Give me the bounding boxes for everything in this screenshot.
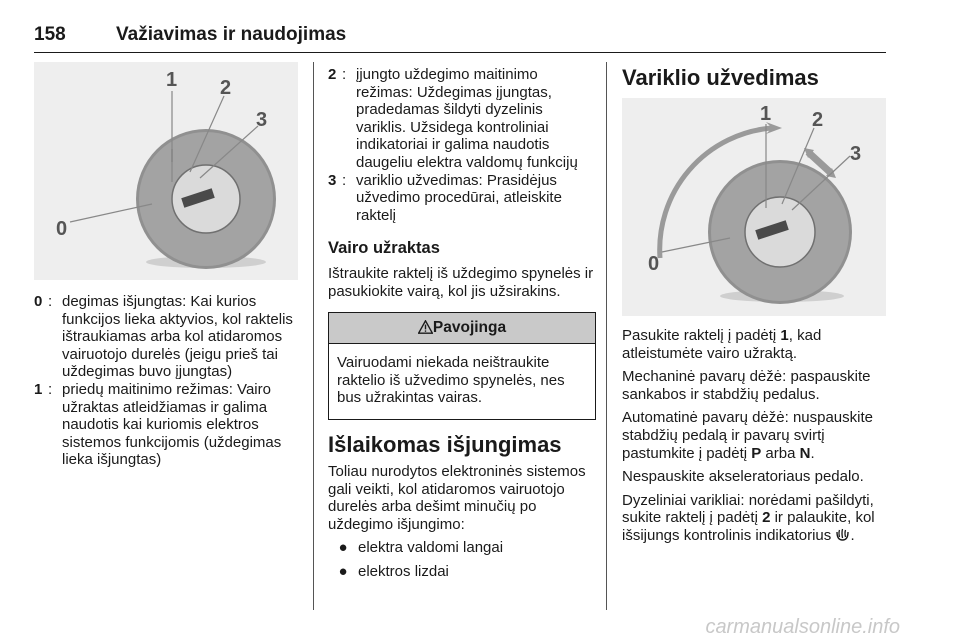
retained-power-heading: Išlaikomas išjungimas: [328, 431, 562, 457]
column-1: [34, 293, 298, 469]
list-item: ● elektros lizdai: [328, 563, 596, 581]
steering-lock-heading: Vairo užraktas: [328, 239, 440, 258]
engine-start-step-5: Dyzeliniai varikliai: norėdami pašildyti, sukite raktelį į padėtį 2 ir palaukite, kol išsijungs kontrolinis indikatorius .: [622, 491, 875, 544]
engine-start-heading: Variklio užvedimas: [622, 65, 819, 90]
engine-start-step-2: Mechaninė pavarų dėžė: paspauskite sankabos ir stabdžių pedalus.: [622, 368, 871, 403]
position-text: variklio užvedimas: Prasidėjus užvedimo procedūrai, atleiskite raktelį: [356, 171, 562, 224]
column-divider-2: [606, 62, 607, 610]
glow-plug-icon: [835, 528, 850, 542]
page-number: 158: [34, 24, 66, 45]
watermark: carmanualsonline.info: [705, 616, 900, 638]
warning-text: Vairuodami niekada neištraukite raktelio iš užvedimo spynelės, nes bus užrakintas vairas.: [337, 354, 565, 407]
position-text: priedų maitinimo režimas: Vairo užraktas atleidžiamas ir galima naudotis kai kuriomis elektros sistemos funkcijomis (uždegimas lieka išjungtas): [62, 380, 282, 469]
bullet: ●: [338, 539, 348, 557]
position-text: degimas išjungtas: Kai kurios funkcijos lieka aktyvios, kol raktelis ištraukiamas arba kol atidaromos vairuotojo durelės (jeigu prieš tai uždegimas buvo įjungtas): [62, 293, 293, 381]
figure-label-2: 2: [812, 109, 824, 131]
position-0-item: 0 : degimas išjungtas: Kai kurios funkcijos lieka aktyvios, kol raktelis ištraukiamas arba kol atidaromos vairuotojo durelės (jeigu prieš tai uždegimas buvo įjungtas): [34, 293, 298, 381]
engine-start-step-4: Nespauskite akseleratoriaus pedalo.: [622, 468, 864, 486]
position-key: 1: [34, 380, 43, 398]
warning-title: Pavojinga: [432, 319, 507, 337]
figure-label-3: 3: [850, 143, 862, 165]
position-text: įjungto uždegimo maitinimo režimas: Uždegimas įjungtas, pradedamas šildyti dyzelinis variklis. Užsidega kontroliniai indikatoriai ir galima naudotis daugeliu elektra valdomų funkcijų: [356, 66, 578, 171]
warning-box: [328, 312, 596, 420]
column-3-heading-wrap: [622, 66, 888, 90]
retained-power-list: [328, 539, 596, 580]
warning-header: [329, 313, 595, 344]
figure-label-1: 1: [760, 103, 772, 125]
warning-triangle-icon: [418, 320, 433, 334]
list-item: ● elektra valdomi langai: [328, 539, 596, 557]
page-header: [34, 22, 886, 53]
engine-start-step-1: Pasukite raktelį į padėtį 1, kad atleistumėte vairo užraktą.: [622, 327, 822, 362]
position-key: 0: [34, 293, 43, 310]
retained-power-text: Toliau nurodytos elektroninės sistemos gali veikti, kol atidaromos vairuotojo durelės arba dešimt minučių po uždegimo išjungimo:: [328, 462, 586, 533]
steering-lock-text: Ištraukite raktelį iš uždegimo spynelės ir pasukiokite vairą, kol jis užsirakins.: [328, 264, 594, 300]
figure-label-3: 3: [256, 109, 268, 131]
page-title: Važiavimas ir naudojimas: [116, 24, 347, 45]
column-divider-1: [313, 62, 314, 610]
position-3-item: 3 : variklio užvedimas: Prasidėjus užvedimo procedūrai, atleiskite raktelį: [328, 172, 596, 225]
column-2: [328, 66, 596, 580]
engine-start-figure: [622, 98, 886, 316]
position-key: 3: [328, 171, 337, 189]
ignition-switch-figure: [34, 62, 298, 280]
figure-label-0: 0: [648, 253, 660, 275]
position-1-item: 1 : priedų maitinimo režimas: Vairo užraktas atleidžiamas ir galima naudotis kai kuriomis elektros sistemos funkcijomis (uždegimas lieka išjungtas): [34, 381, 298, 469]
position-2-item: 2 : įjungto uždegimo maitinimo režimas: Uždegimas įjungtas, pradedamas šildyti dyzelinis variklis. Užsidega kontroliniai indikatoriai ir galima naudotis daugeliu elektra valdomų funkcijų: [328, 66, 596, 172]
figure-label-2: 2: [220, 77, 232, 99]
column-3: [622, 327, 892, 545]
engine-start-step-3: Automatinė pavarų dėžė: nuspauskite stabdžių pedalą ir pavarų svirtį pastumkite į padėtį P arba N.: [622, 409, 873, 462]
figure-label-0: 0: [56, 218, 68, 240]
figure-label-1: 1: [166, 69, 178, 91]
bullet: ●: [338, 562, 348, 580]
position-key: 2: [328, 66, 337, 83]
